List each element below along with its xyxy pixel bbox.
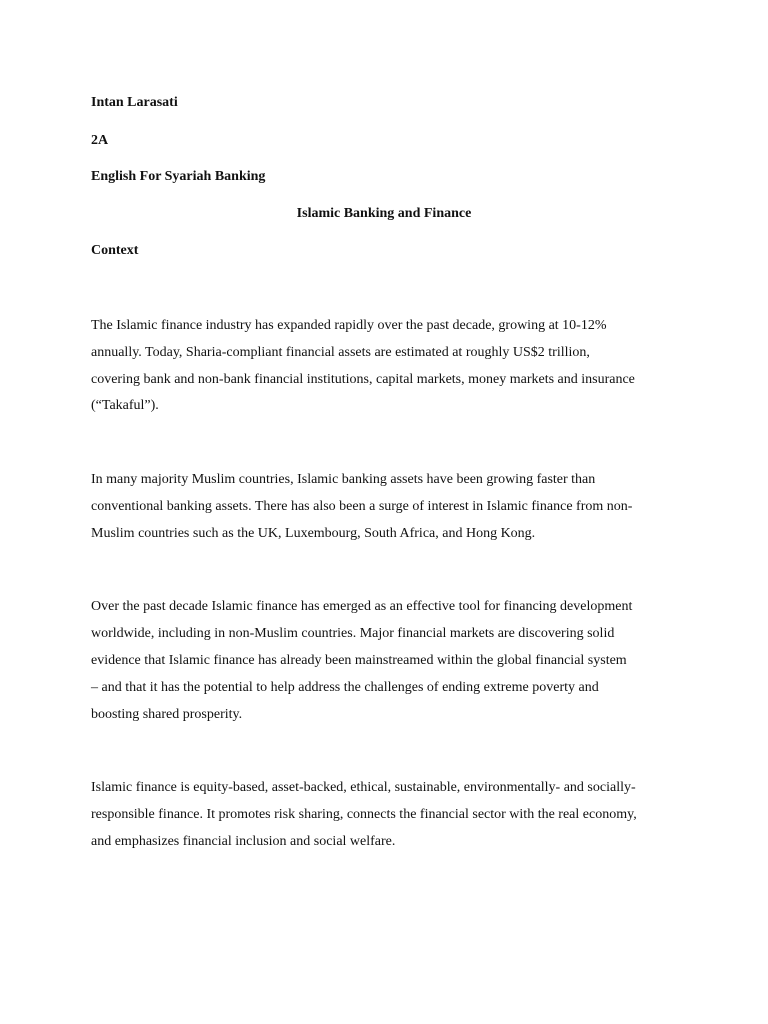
paragraph-line: (“Takaful”). [91, 398, 159, 413]
paragraph-line: evidence that Islamic finance has already been mainstreamed within the global financial system [91, 653, 627, 668]
paragraph-line: conventional banking assets. There has also been a surge of interest in Islamic finance from non- [91, 499, 633, 514]
paragraph-line: annually. Today, Sharia-compliant financial assets are estimated at roughly US$2 trillion, [91, 345, 590, 360]
paragraph-line: Islamic finance is equity-based, asset-backed, ethical, sustainable, environmentally- and socially- [91, 780, 636, 795]
course-name: English For Syariah Banking [91, 169, 266, 184]
paragraph-line: covering bank and non-bank financial institutions, capital markets, money markets and insurance [91, 372, 635, 387]
paragraph-line: Muslim countries such as the UK, Luxembourg, South Africa, and Hong Kong. [91, 526, 536, 541]
paragraph-line: Over the past decade Islamic finance has emerged as an effective tool for financing development [91, 599, 633, 614]
paragraph-line: The Islamic finance industry has expanded rapidly over the past decade, growing at 10-12% [91, 318, 607, 333]
document-title: Islamic Banking and Finance [296, 206, 472, 221]
paragraph-line: – and that it has the potential to help address the challenges of ending extreme poverty and [91, 680, 599, 695]
paragraph-line: responsible finance. It promotes risk sharing, connects the financial sector with the real economy, [91, 807, 637, 822]
paragraph-line: worldwide, including in non-Muslim countries. Major financial markets are discovering solid [91, 626, 615, 641]
paragraph-line: In many majority Muslim countries, Islamic banking assets have been growing faster than [91, 472, 596, 487]
author-name: Intan Larasati [91, 95, 178, 110]
paragraph-line: and emphasizes financial inclusion and social welfare. [91, 834, 396, 849]
paragraph-line: boosting shared prosperity. [91, 707, 243, 722]
class-label: 2A [91, 133, 109, 148]
section-heading: Context [91, 243, 139, 258]
